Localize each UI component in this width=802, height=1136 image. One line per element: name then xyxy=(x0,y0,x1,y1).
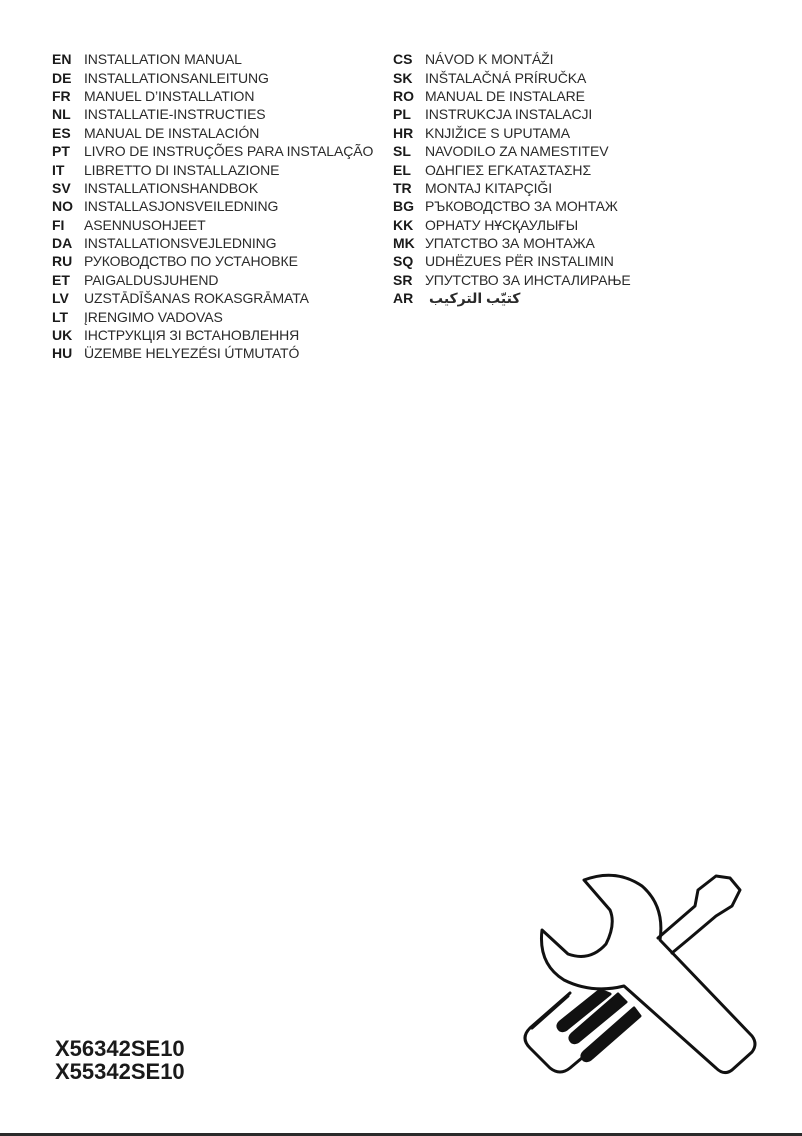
language-row-nl xyxy=(52,105,373,123)
language-code: MK xyxy=(393,235,415,252)
language-title: ÜZEMBE HELYEZÉSI ÚTMUTATÓ xyxy=(84,345,300,362)
language-title: ΟΔΗΓΙΕΣ ΕΓΚΑΤΑΣΤΑΣΗΣ xyxy=(425,161,592,178)
language-row-lt xyxy=(52,307,373,325)
language-title: INSTALLATIONSHANDBOK xyxy=(84,179,259,196)
language-code: PT xyxy=(52,143,70,160)
language-title: ASENNUSOHJEET xyxy=(84,216,206,233)
language-row-fr xyxy=(52,87,373,105)
language-code: PL xyxy=(393,106,411,123)
language-code: NL xyxy=(52,106,71,123)
language-row-et xyxy=(52,271,373,289)
language-title: INSTALLASJONSVEILEDNING xyxy=(84,198,279,215)
language-code: ET xyxy=(52,271,70,288)
language-row-sq xyxy=(393,252,723,270)
language-title: LIVRO DE INSTRUÇÕES PARA INSTALAÇÃO xyxy=(84,143,374,160)
language-title: УПУТСТВО ЗА ИНСТАЛИРАЊЕ xyxy=(425,271,631,288)
language-row-es xyxy=(52,124,373,142)
language-row-ro xyxy=(393,87,723,105)
language-title: PAIGALDUSJUHEND xyxy=(84,271,219,288)
language-title: NAVODILO ZA NAMESTITEV xyxy=(425,143,609,160)
language-code: ES xyxy=(52,124,71,141)
language-title: MANUEL D’INSTALLATION xyxy=(84,87,255,104)
language-title: MONTAJ KITAPÇIĞI xyxy=(425,179,552,196)
language-title: INSTALLATIE-INSTRUCTIES xyxy=(84,106,266,123)
language-title: УПАТСТВО ЗА МОНТАЖА xyxy=(425,235,595,252)
language-code: HU xyxy=(52,345,73,362)
language-row-hu xyxy=(52,344,373,362)
language-title: ОРНАТУ НҰСҚАУЛЫҒЫ xyxy=(425,216,579,233)
language-code: CS xyxy=(393,51,413,68)
language-row-fi xyxy=(52,216,373,234)
language-title: LIBRETTO DI INSTALLAZIONE xyxy=(84,161,280,178)
language-code: EN xyxy=(52,51,72,68)
language-title: INSTALLATIONSANLEITUNG xyxy=(84,69,269,86)
language-code: SQ xyxy=(393,253,414,270)
language-row-en xyxy=(52,50,373,68)
language-row-el xyxy=(393,160,723,178)
language-code: UK xyxy=(52,327,73,344)
language-code: RU xyxy=(52,253,73,270)
language-code: KK xyxy=(393,216,414,233)
language-row-hr xyxy=(393,124,723,142)
language-code: BG xyxy=(393,198,414,215)
language-title: MANUAL DE INSTALACIÓN xyxy=(84,124,260,141)
language-row-bg xyxy=(393,197,723,215)
language-code: DA xyxy=(52,235,73,252)
language-row-da xyxy=(52,234,373,252)
language-code: LV xyxy=(52,290,69,307)
language-code: LT xyxy=(52,308,69,325)
language-row-ar xyxy=(393,289,723,307)
language-row-uk xyxy=(52,326,373,344)
model-number: X55342SE10 xyxy=(55,1059,185,1084)
language-row-pt xyxy=(52,142,373,160)
language-code: TR xyxy=(393,179,412,196)
model-numbers xyxy=(55,1037,185,1083)
language-title: INSTALLATION MANUAL xyxy=(84,51,242,68)
language-code: DE xyxy=(52,69,72,86)
wrench-and-screwdriver-icon xyxy=(520,868,765,1083)
language-code: RO xyxy=(393,87,414,104)
language-row-it xyxy=(52,160,373,178)
language-title: UDHËZUES PËR INSTALIMIN xyxy=(425,253,614,270)
language-title: NÁVOD K MONTÁŽI xyxy=(425,51,554,68)
language-row-tr xyxy=(393,179,723,197)
language-code: SR xyxy=(393,271,413,288)
language-code: IT xyxy=(52,161,65,178)
language-title: INSTRUKCJA INSTALACJI xyxy=(425,106,593,123)
language-title: كتيّب التركيب xyxy=(429,290,521,307)
language-row-sk xyxy=(393,68,723,86)
language-row-kk xyxy=(393,216,723,234)
language-row-ru xyxy=(52,252,373,270)
language-code: FI xyxy=(52,216,65,233)
language-code: FR xyxy=(52,87,71,104)
language-row-sl xyxy=(393,142,723,160)
language-row-lv xyxy=(52,289,373,307)
language-title: MANUAL DE INSTALARE xyxy=(425,87,585,104)
language-code: SK xyxy=(393,69,413,86)
language-list-left xyxy=(52,50,373,363)
language-title: ІНСТРУКЦІЯ ЗІ ВСТАНОВЛЕННЯ xyxy=(84,327,300,344)
language-row-sr xyxy=(393,271,723,289)
language-code: NO xyxy=(52,198,73,215)
language-title: INSTALLATIONSVEJLEDNING xyxy=(84,235,277,252)
language-list-right xyxy=(393,50,723,307)
language-title: UZSTĀDĪŠANAS ROKASGRĀMATA xyxy=(84,290,309,307)
language-code: EL xyxy=(393,161,411,178)
language-row-cs xyxy=(393,50,723,68)
language-row-mk xyxy=(393,234,723,252)
language-code: AR xyxy=(393,290,414,307)
language-title: ĮRENGIMO VADOVAS xyxy=(84,308,223,325)
language-code: SV xyxy=(52,179,71,196)
language-row-de xyxy=(52,68,373,86)
language-code: SL xyxy=(393,143,411,160)
language-title: KNJIŽICE S UPUTAMA xyxy=(425,124,570,141)
language-code: HR xyxy=(393,124,414,141)
model-number: X56342SE10 xyxy=(55,1036,185,1061)
language-row-no xyxy=(52,197,373,215)
language-title: РЪКОВОДСТВО ЗА МОНТАЖ xyxy=(425,198,618,215)
language-title: INŠTALAČNÁ PRÍRUČKA xyxy=(425,69,587,86)
language-title: РУКОВОДСТВО ПО УСТАНОВКЕ xyxy=(84,253,298,270)
language-row-sv xyxy=(52,179,373,197)
language-row-pl xyxy=(393,105,723,123)
